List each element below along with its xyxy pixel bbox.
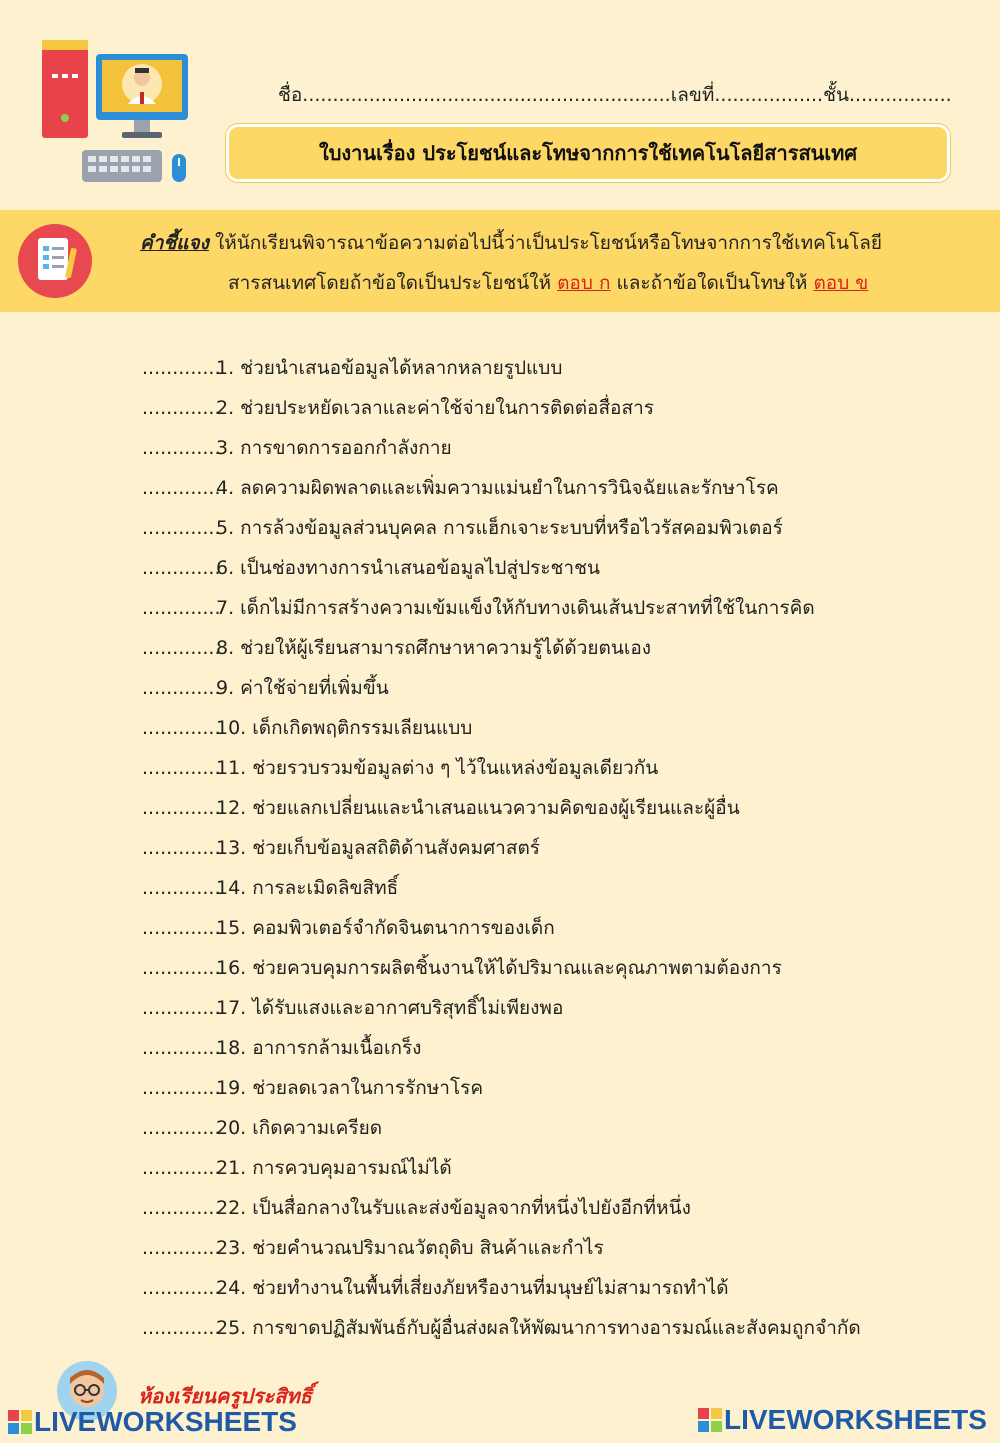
answer-blank[interactable]: .............	[142, 1197, 221, 1219]
question-text: 9. ค่าใช้จ่ายที่เพิ่มขึ้น	[216, 677, 389, 699]
question-text: 15. คอมพิวเตอร์จำกัดจินตนาการของเด็ก	[216, 917, 555, 939]
instruction-text-2a: สารสนเทศโดยถ้าข้อใดเป็นประโยชน์ให้	[228, 272, 552, 294]
answer-blank[interactable]: .............	[142, 837, 221, 859]
liveworksheets-brand-left: LIVEWORKSHEETS	[34, 1406, 297, 1437]
answer-blank[interactable]: .............	[142, 1157, 221, 1179]
answer-blank[interactable]: .............	[142, 917, 221, 939]
answer-blank[interactable]: .............	[142, 1077, 221, 1099]
question-item	[142, 748, 962, 788]
liveworksheets-logo-icon	[8, 1410, 32, 1434]
class-field[interactable]: ชั้น.................	[823, 84, 952, 106]
question-item	[142, 1068, 962, 1108]
answer-blank[interactable]: .............	[142, 877, 221, 899]
question-item	[142, 828, 962, 868]
answer-blank[interactable]: .............	[142, 1237, 221, 1259]
question-item	[142, 388, 962, 428]
question-text: 25. การขาดปฏิสัมพันธ์กับผู้อื่นส่งผลให้พัฒนาการทางอารมณ์และสังคมถูกจำกัด	[216, 1317, 861, 1339]
classroom-name: ห้องเรียนครูประสิทธิ์	[138, 1384, 312, 1408]
question-item	[142, 428, 962, 468]
answer-blank[interactable]: .............	[142, 637, 221, 659]
question-text: 19. ช่วยลดเวลาในการรักษาโรค	[216, 1077, 484, 1099]
question-item	[142, 1228, 962, 1268]
question-text: 1. ช่วยนำเสนอข้อมูลได้หลากหลายรูปแบบ	[216, 357, 563, 379]
question-text: 7. เด็กไม่มีการสร้างความเข้มแข็งให้กับทางเดินเส้นประสาทที่ใช้ในการคิด	[216, 597, 815, 619]
question-item	[142, 668, 962, 708]
question-text: 5. การล้วงข้อมูลส่วนบุคคล การแฮ็กเจาะระบบที่หรือไวรัสคอมพิวเตอร์	[216, 517, 783, 539]
liveworksheets-logo-icon	[698, 1408, 722, 1432]
answer-blank[interactable]: .............	[142, 397, 221, 419]
question-text: 16. ช่วยควบคุมการผลิตชิ้นงานให้ได้ปริมาณและคุณภาพตามต้องการ	[216, 957, 782, 979]
instruction-line-2	[228, 268, 868, 298]
question-item	[142, 548, 962, 588]
answer-blank[interactable]: .............	[142, 997, 221, 1019]
answer-blank[interactable]: .............	[142, 717, 221, 739]
question-text: 22. เป็นสื่อกลางในรับและส่งข้อมูลจากที่หนึ่งไปยังอีกที่หนึ่ง	[216, 1197, 691, 1219]
question-item	[142, 1268, 962, 1308]
answer-blank[interactable]: .............	[142, 677, 221, 699]
answer-blank[interactable]: .............	[142, 557, 221, 579]
answer-blank[interactable]: .............	[142, 1117, 221, 1139]
question-text: 24. ช่วยทำงานในพื้นที่เสี่ยงภัยหรืองานที่มนุษย์ไม่สามารถทำได้	[216, 1277, 729, 1299]
question-text: 17. ได้รับแสงและอากาศบริสุทธิ์ไม่เพียงพอ	[216, 997, 564, 1019]
answer-blank[interactable]: .............	[142, 517, 221, 539]
question-item	[142, 868, 962, 908]
question-text: 3. การขาดการออกกำลังกาย	[216, 437, 452, 459]
answer-blank[interactable]: .............	[142, 357, 221, 379]
footer-left	[8, 1360, 368, 1440]
question-text: 6. เป็นช่องทางการนำเสนอข้อมูลไปสู่ประชาชน	[216, 557, 600, 579]
question-text: 12. ช่วยแลกเปลี่ยนและนำเสนอแนวความคิดของผู้เรียนและผู้อื่น	[216, 797, 740, 819]
question-item	[142, 588, 962, 628]
question-item	[142, 1108, 962, 1148]
question-item	[142, 1188, 962, 1228]
question-text: 8. ช่วยให้ผู้เรียนสามารถศึกษาหาความรู้ได้ด้วยตนเอง	[216, 637, 652, 659]
question-item	[142, 1028, 962, 1068]
worksheet-clipboard-icon	[16, 222, 94, 300]
instruction-label: คำชี้แจง	[140, 232, 209, 254]
question-text: 14. การละเมิดลิขสิทธิ์	[216, 877, 399, 899]
liveworksheets-brand-right: LIVEWORKSHEETS	[724, 1404, 987, 1435]
question-item	[142, 1308, 962, 1348]
question-text: 21. การควบคุมอารมณ์ไม่ได้	[216, 1157, 452, 1179]
question-item	[142, 908, 962, 948]
worksheet-title: ใบงานเรื่อง ประโยชน์และโทษจากการใช้เทคโนโลยีสารสนเทศ	[318, 141, 858, 165]
footer-right	[698, 1404, 998, 1440]
question-item	[142, 988, 962, 1028]
question-text: 4. ลดความผิดพลาดและเพิ่มความแม่นยำในการวินิจฉัยและรักษาโรค	[216, 477, 779, 499]
question-text: 13. ช่วยเก็บข้อมูลสถิติด้านสังคมศาสตร์	[216, 837, 540, 859]
instruction-text-1: ให้นักเรียนพิจารณาข้อความต่อไปนี้ว่าเป็นประโยชน์หรือโทษจากการใช้เทคโนโลยี	[214, 232, 882, 254]
answer-blank[interactable]: .............	[142, 1037, 221, 1059]
worksheet-title-box	[226, 124, 950, 182]
name-field[interactable]: ชื่อ.............................................................	[278, 84, 671, 106]
question-text: 23. ช่วยคำนวณปริมาณวัตถุดิบ สินค้าและกำไร	[216, 1237, 604, 1259]
answer-blank[interactable]: .............	[142, 757, 221, 779]
question-text: 10. เด็กเกิดพฤติกรรมเลียนแบบ	[216, 717, 473, 739]
answer-blank[interactable]: .............	[142, 1317, 221, 1339]
answer-blank[interactable]: .............	[142, 597, 221, 619]
number-field[interactable]: เลขที่..................	[670, 84, 824, 106]
computer-illustration-icon	[38, 38, 193, 188]
question-item	[142, 628, 962, 668]
question-text: 20. เกิดความเครียด	[216, 1117, 383, 1139]
question-item	[142, 1148, 962, 1188]
question-item	[142, 348, 962, 388]
answer-blank[interactable]: .............	[142, 477, 221, 499]
instruction-line-1	[140, 228, 882, 258]
question-item	[142, 508, 962, 548]
question-item	[142, 468, 962, 508]
student-info-fields	[278, 80, 952, 110]
question-text: 2. ช่วยประหยัดเวลาและค่าใช้จ่ายในการติดต่อสื่อสาร	[216, 397, 654, 419]
answer-key-b: ตอบ ข	[813, 272, 869, 294]
question-list	[142, 348, 962, 1348]
answer-blank[interactable]: .............	[142, 797, 221, 819]
answer-blank[interactable]: .............	[142, 1277, 221, 1299]
question-item	[142, 948, 962, 988]
answer-blank[interactable]: .............	[142, 957, 221, 979]
question-item	[142, 708, 962, 748]
question-text: 11. ช่วยรวบรวมข้อมูลต่าง ๆ ไว้ในแหล่งข้อมูลเดียวกัน	[216, 757, 659, 779]
answer-key-a: ตอบ ก	[557, 272, 611, 294]
instruction-text-2b: และถ้าข้อใดเป็นโทษให้	[616, 272, 808, 294]
question-text: 18. อาการกล้ามเนื้อเกร็ง	[216, 1037, 422, 1059]
question-item	[142, 788, 962, 828]
answer-blank[interactable]: .............	[142, 437, 221, 459]
